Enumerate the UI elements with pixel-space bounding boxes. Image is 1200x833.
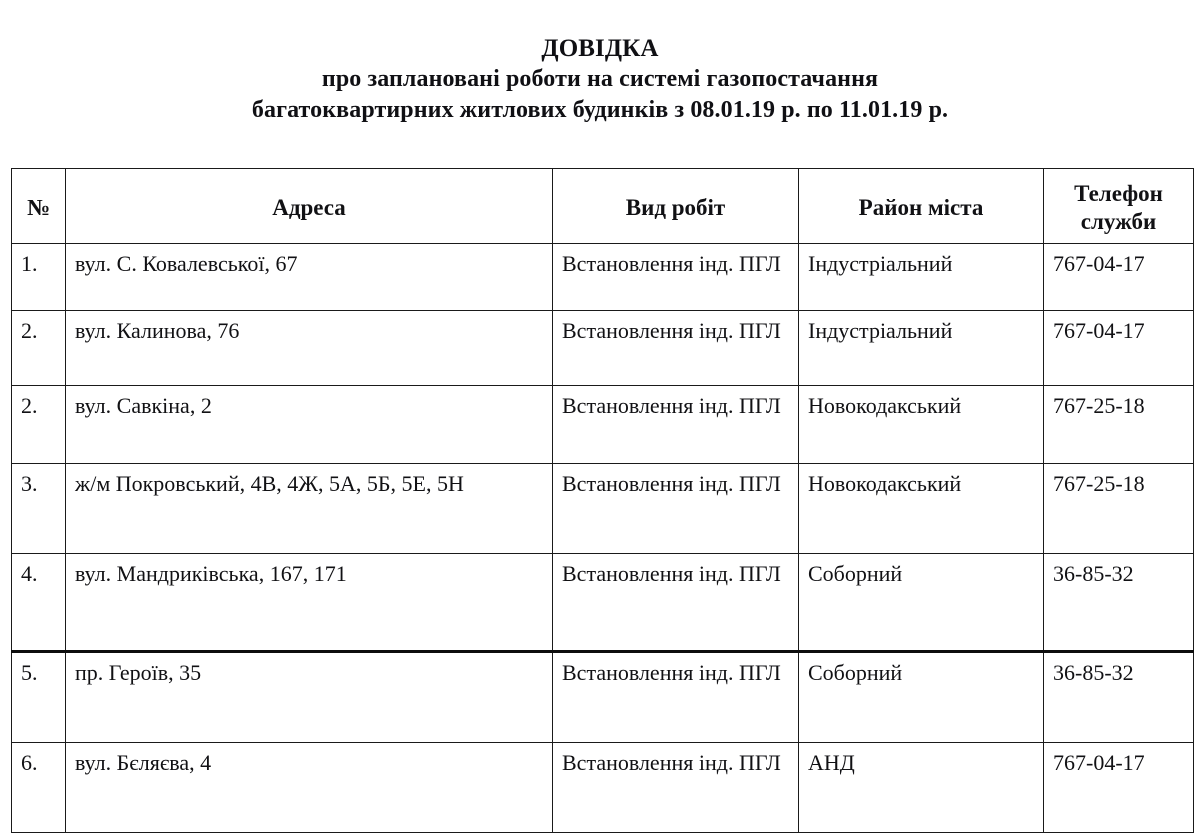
row-phone: 36-85-32 (1044, 554, 1194, 652)
column-header-number: № (12, 169, 66, 244)
row-address: вул. Бєляєва, 4 (66, 743, 553, 833)
row-number: 5. (12, 652, 66, 743)
row-work-type: Встановлення інд. ПГЛ (553, 244, 799, 311)
works-table (11, 168, 1194, 833)
column-header-district: Район міста (799, 169, 1044, 244)
row-address: ж/м Покровський, 4В, 4Ж, 5А, 5Б, 5Е, 5Н (66, 464, 553, 554)
row-work-type: Встановлення інд. ПГЛ (553, 311, 799, 386)
row-district: Соборний (799, 652, 1044, 743)
table-header-row (12, 169, 1194, 244)
row-number: 1. (12, 244, 66, 311)
row-phone: 36-85-32 (1044, 652, 1194, 743)
table-body (12, 244, 1194, 833)
table-row (12, 311, 1194, 386)
row-address: пр. Героїв, 35 (66, 652, 553, 743)
table-row (12, 386, 1194, 464)
table-row (12, 244, 1194, 311)
row-phone: 767-25-18 (1044, 464, 1194, 554)
document-subtitle-line-1: про заплановані роботи на системі газопостачання (321, 66, 879, 92)
table-row (12, 652, 1194, 743)
row-address: вул. С. Ковалевської, 67 (66, 244, 553, 311)
table-row (12, 464, 1194, 554)
table-header (12, 169, 1194, 244)
row-phone: 767-25-18 (1044, 386, 1194, 464)
table-row (12, 554, 1194, 652)
row-phone: 767-04-17 (1044, 244, 1194, 311)
row-number: 3. (12, 464, 66, 554)
row-address: вул. Савкіна, 2 (66, 386, 553, 464)
row-work-type: Встановлення інд. ПГЛ (553, 386, 799, 464)
column-header-phone-line-2: служби (1080, 209, 1157, 234)
column-header-phone (1044, 169, 1194, 244)
document-subtitle-line-2: багатоквартирних житлових будинків з 08.01.19 р. по 11.01.19 р. (251, 97, 949, 123)
row-district: Соборний (799, 554, 1044, 652)
row-district: Індустріальний (799, 244, 1044, 311)
column-header-phone-line-1: Телефон (1074, 181, 1163, 206)
row-district: АНД (799, 743, 1044, 833)
row-number: 2. (12, 311, 66, 386)
row-phone: 767-04-17 (1044, 311, 1194, 386)
row-district: Індустріальний (799, 311, 1044, 386)
row-number: 2. (12, 386, 66, 464)
column-header-work-type: Вид робіт (553, 169, 799, 244)
column-header-address: Адреса (66, 169, 553, 244)
document-title-block (0, 34, 1200, 126)
row-address: вул. Калинова, 76 (66, 311, 553, 386)
works-table-container (11, 168, 1193, 833)
row-work-type: Встановлення інд. ПГЛ (553, 652, 799, 743)
table-row (12, 743, 1194, 833)
row-district: Новокодакський (799, 464, 1044, 554)
row-address: вул. Мандриківська, 167, 171 (66, 554, 553, 652)
row-work-type: Встановлення інд. ПГЛ (553, 464, 799, 554)
row-number: 4. (12, 554, 66, 652)
row-district: Новокодакський (799, 386, 1044, 464)
row-number: 6. (12, 743, 66, 833)
row-work-type: Встановлення інд. ПГЛ (553, 743, 799, 833)
document-title: ДОВІДКА (541, 35, 659, 62)
row-phone: 767-04-17 (1044, 743, 1194, 833)
row-work-type: Встановлення інд. ПГЛ (553, 554, 799, 652)
